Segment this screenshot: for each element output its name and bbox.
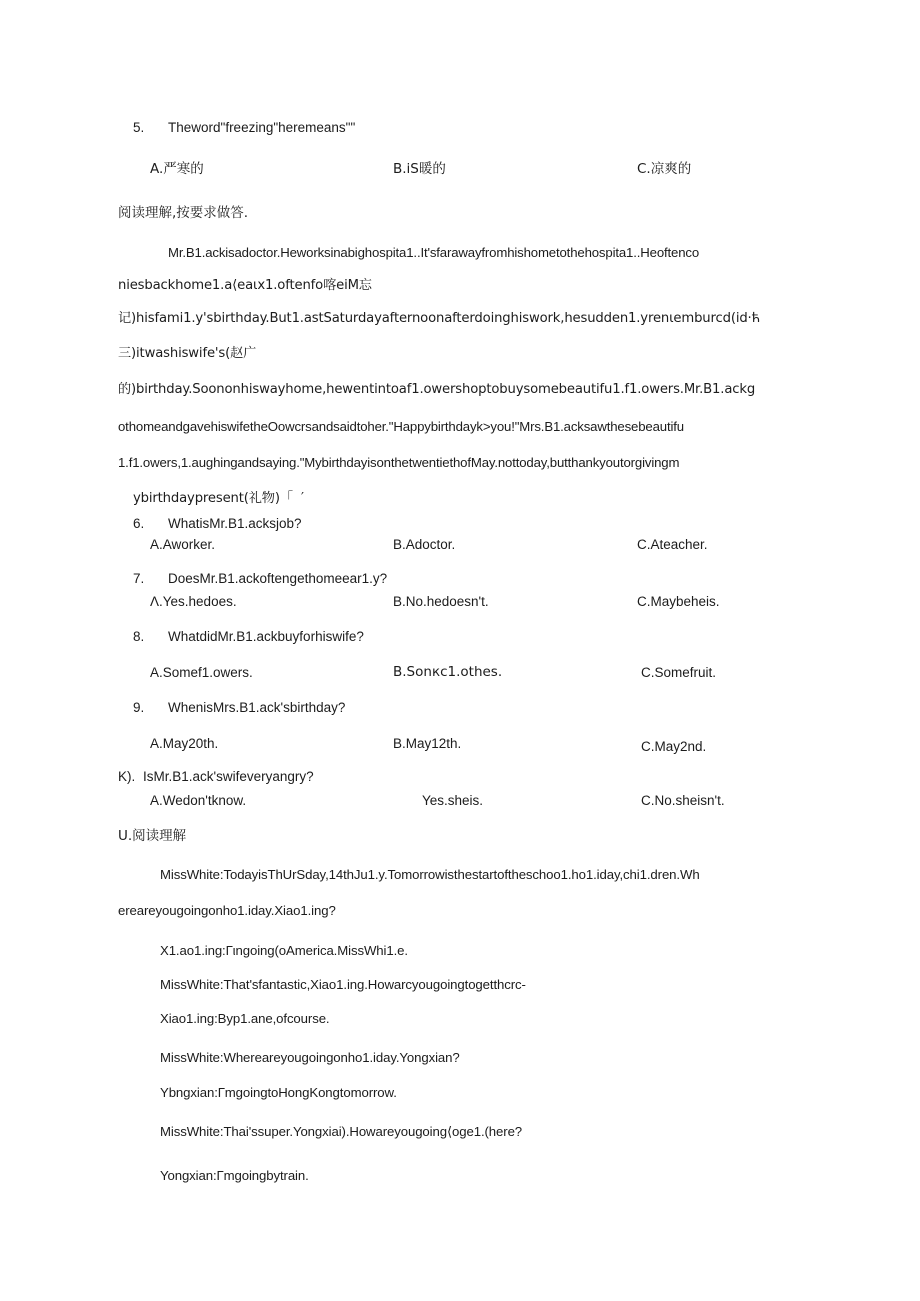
question-7-option-b[interactable]: B.No.hedoesn't. (393, 594, 489, 609)
dialogue-line-2: ereareyougoingonho1.iday.Xiao1.ing? (118, 903, 336, 918)
passage-line-2: niesbackhome1.a⟨eaιx1.oftenfo喀eiM忘 (118, 278, 372, 293)
question-7-number: 7. (133, 571, 145, 586)
question-6-option-b[interactable]: B.Adoctor. (393, 537, 456, 552)
dialogue-line-8: MissWhite:Thai'ssuper.Yongxiai).Howareyougoing⟨oge1.(here? (160, 1124, 523, 1139)
question-9-option-a[interactable]: A.May20th. (150, 736, 219, 751)
question-9-text: WhenisMrs.B1.ack'sbirthday? (168, 700, 346, 715)
question-10-option-c[interactable]: C.No.sheisn't. (641, 793, 725, 808)
question-9-option-b[interactable]: B.May12th. (393, 736, 462, 751)
question-5-option-b[interactable]: B.iS暖的 (393, 161, 446, 177)
reading-section-heading: 阅读理解,按要求做答. (118, 205, 249, 221)
question-6-text: WhatisMr.B1.acksjob? (168, 516, 302, 531)
passage-line-1: Mr.B1.ackisadoctor.Heworksinabighospita1..It'sfarawayfromhishometothehospita1..Heoftenco (168, 245, 700, 260)
question-8-number: 8. (133, 629, 145, 644)
dialogue-section-heading: U.阅读理解 (118, 828, 187, 844)
dialogue-line-5: Xiao1.ing:Byp1.ane,ofcourse. (160, 1011, 330, 1026)
dialogue-line-1: MissWhite:TodayisThUrSday,14thJu1.y.Tomorrowisthestartoftheschoo1.ho1.iday,chi1.dren.Wh (160, 867, 700, 882)
question-10-option-b[interactable]: Yes.sheis. (422, 793, 484, 808)
question-5-option-a[interactable]: A.严寒的 (150, 161, 204, 177)
question-10-text: IsMr.B1.ack'swifeveryangry? (143, 769, 314, 784)
question-9-option-c[interactable]: C.May2nd. (641, 739, 707, 754)
question-8-option-b[interactable]: B.Sonкc1.othes. (393, 664, 503, 680)
passage-line-5: 的)birthday.Soononhiswayhome,hewentintoaf1.owershoptobuysomebeautifu1.f1.owers.Mr.B1.ackg (118, 382, 756, 397)
question-10-number: K). (118, 769, 136, 784)
dialogue-line-6: MissWhite:Whereareyougoingonho1.iday.Yongxian? (160, 1050, 460, 1065)
passage-line-3: 记)hisfami1.y'sbirthday.But1.astSaturdayafternoonafterdoinghiswork,hesudden1.yrenιemburcd(id·ћ (118, 311, 761, 326)
question-5-option-c[interactable]: C.凉爽的 (637, 161, 692, 177)
dialogue-line-7: Ybngxian:ГmgoingtoHongKongtomorrow. (160, 1085, 397, 1100)
dialogue-line-4: MissWhite:That'sfantastic,Xiao1.ing.Howarcyougoingtogetthcrc- (160, 977, 526, 992)
question-8-text: WhatdidMr.B1.ackbuyforhiswife? (168, 629, 364, 644)
passage-line-6: othomeandgavehiswifetheOowcrsandsaidtoher."Happybirthdayk>you!"Mrs.B1.acksawthesebeautifu (118, 419, 684, 434)
dialogue-line-3: X1.ao1.ing:Гιngoing(oAmerica.MissWhi1.e. (160, 943, 408, 958)
question-6-number: 6. (133, 516, 145, 531)
dialogue-line-9: Yongxian:Гmgoingbytrain. (160, 1168, 309, 1183)
question-8-option-c[interactable]: C.Somefruit. (641, 665, 717, 680)
question-7-option-c[interactable]: C.Maybeheis. (637, 594, 720, 609)
question-7-text: DoesMr.B1.ackoftengethomeear1.y? (168, 571, 388, 586)
passage-line-7: 1.f1.owers,1.aughingandsaying."MybirthdayisonthetwentiethofMay.nottoday,butthankyoutorgivingm (118, 455, 680, 470)
passage-line-4: 三)itwashiswife's(赵广 (118, 346, 257, 361)
passage-line-8: ybirthdaypresent(礼物)「 ′ (133, 491, 304, 506)
question-5-number: 5. (133, 120, 145, 135)
question-6-option-a[interactable]: A.Aworker. (150, 537, 216, 552)
question-10-option-a[interactable]: A.Wedon'tknow. (150, 793, 247, 808)
question-7-option-a[interactable]: Λ.Yes.hedoes. (150, 594, 237, 609)
question-6-option-c[interactable]: C.Ateacher. (637, 537, 708, 552)
question-5-text: Theword"freezing"heremeans"" (168, 120, 356, 135)
question-8-option-a[interactable]: A.Somef1.owers. (150, 665, 253, 680)
question-9-number: 9. (133, 700, 145, 715)
